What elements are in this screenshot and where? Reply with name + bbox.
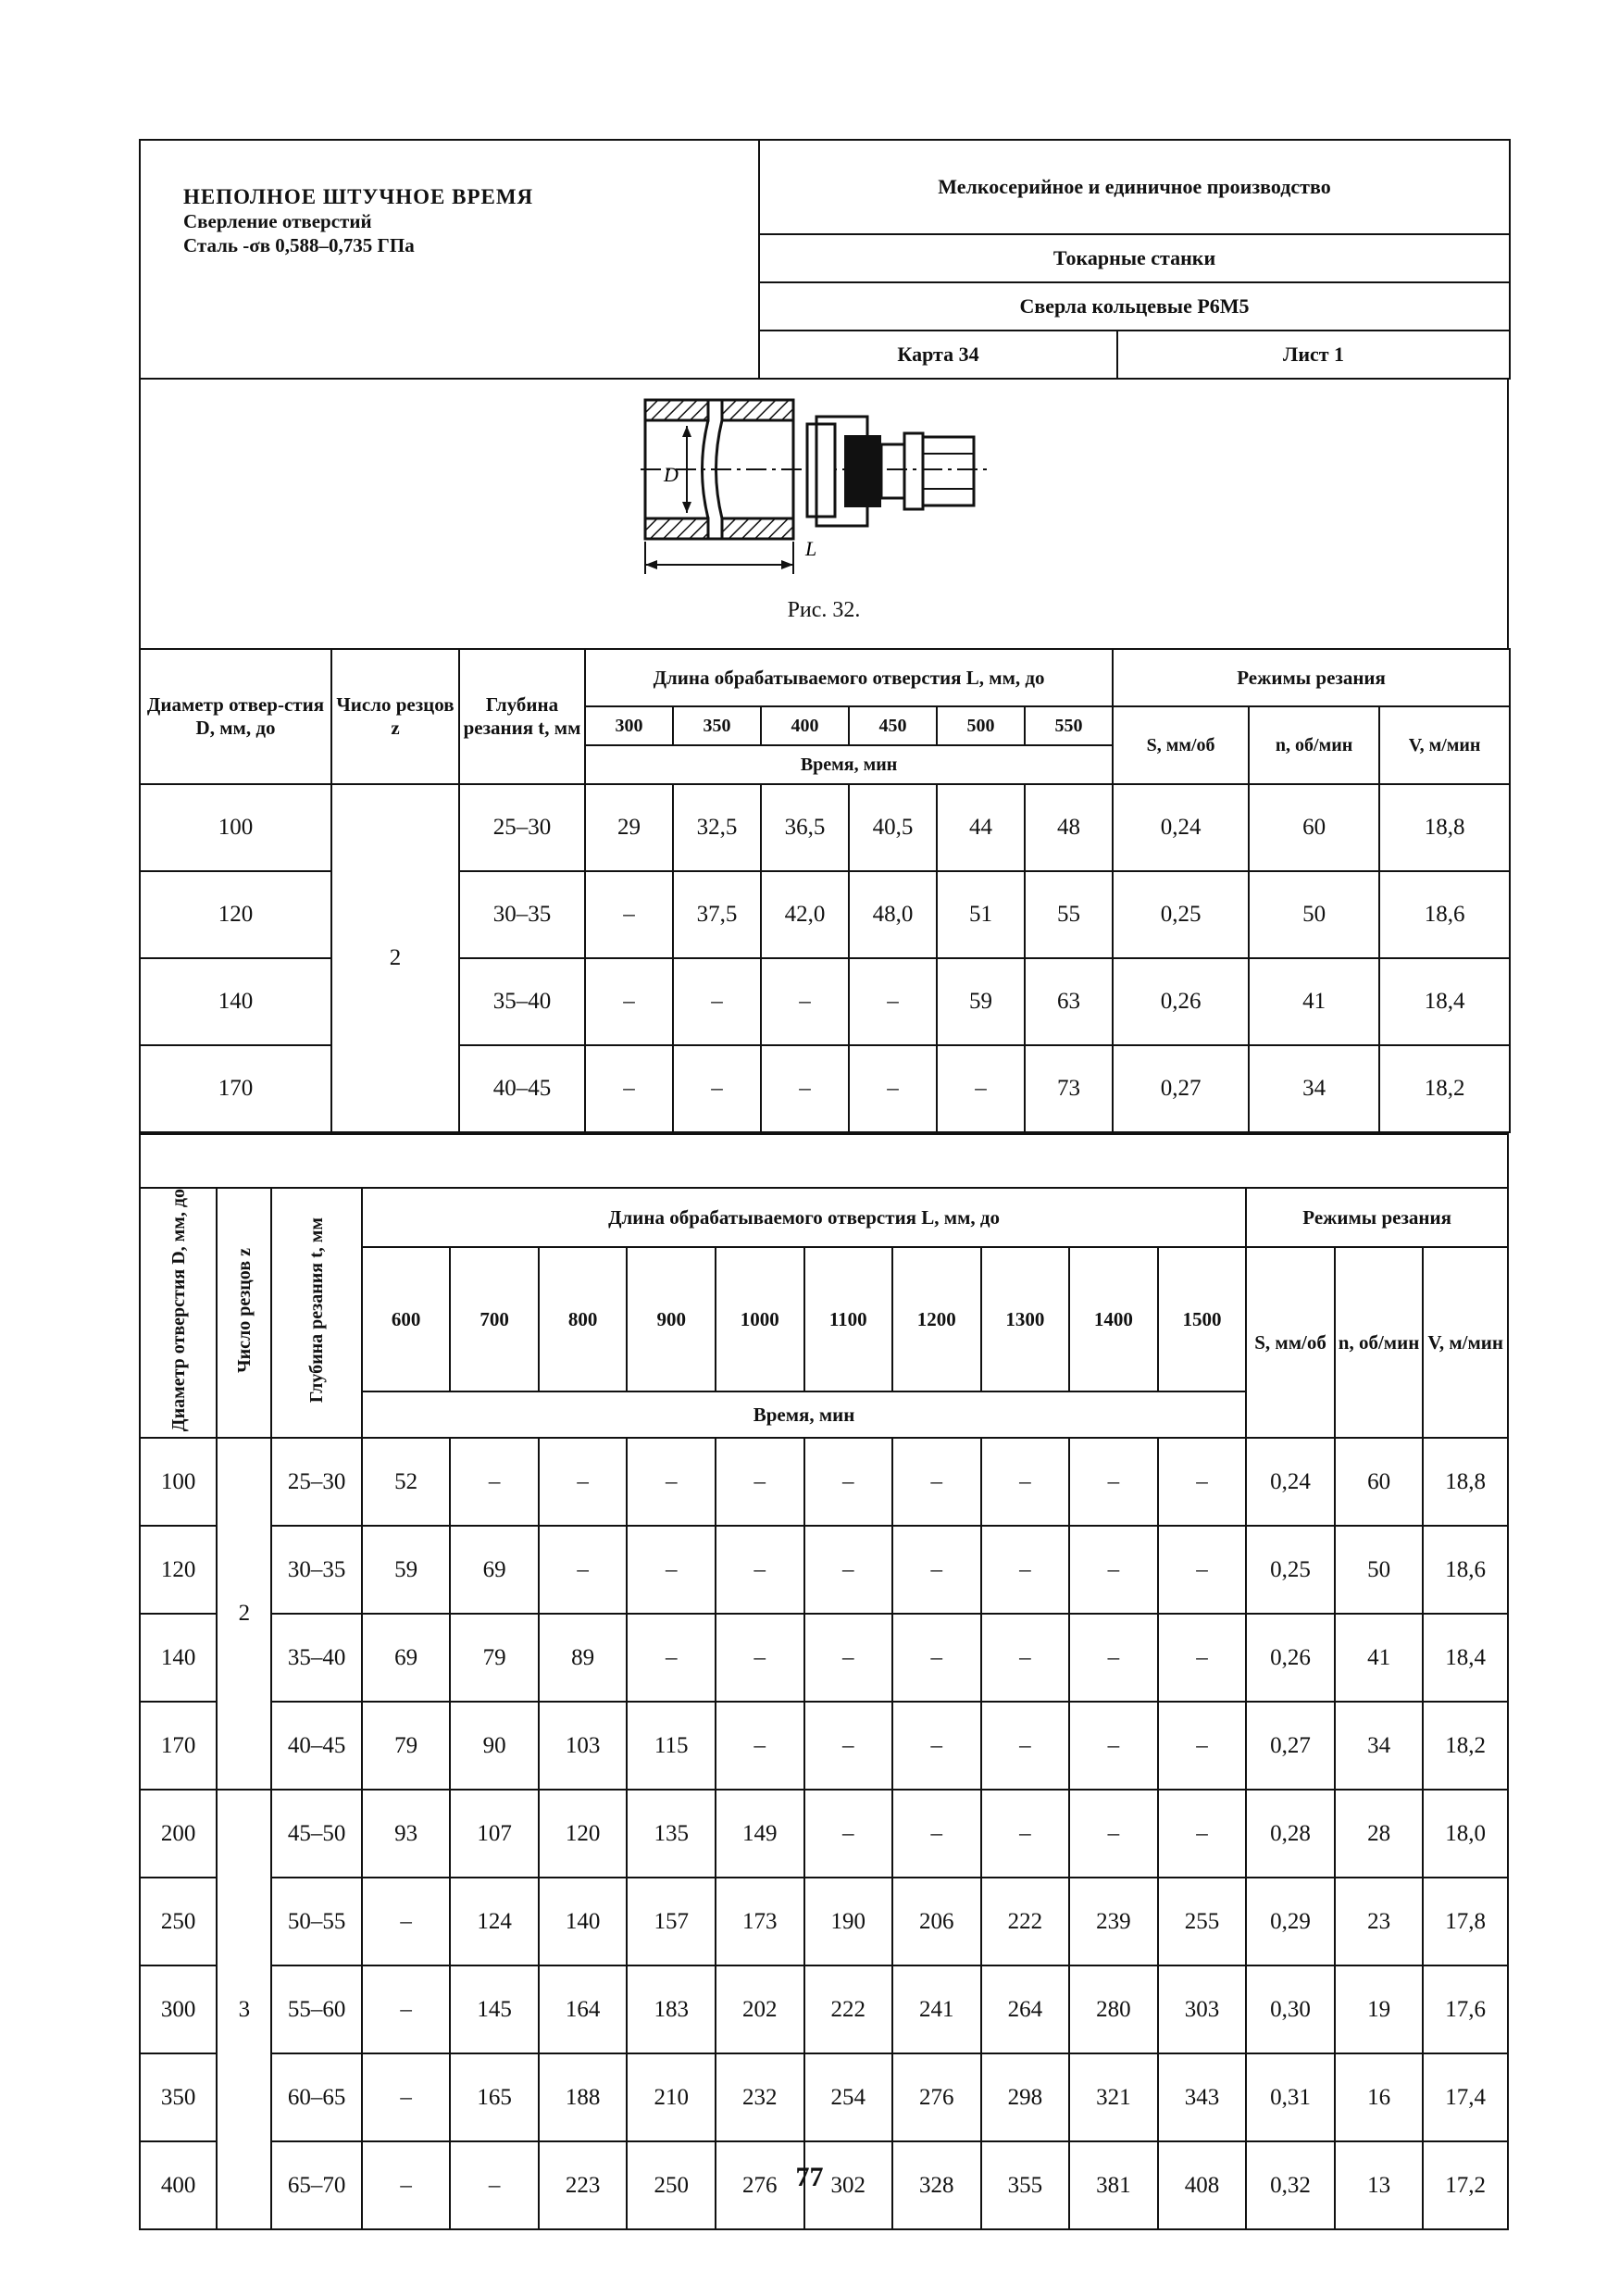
t2-cell-depth: 65–70 — [271, 2141, 362, 2229]
t2-header-diameter — [140, 1188, 217, 1438]
t1-cell-speed: 60 — [1249, 784, 1379, 871]
t2-cell-diameter: 120 — [140, 1526, 217, 1614]
t2-header-speed: n, об/мин — [1335, 1247, 1424, 1438]
t2-cell-time: – — [1069, 1438, 1158, 1526]
t2-header-feed: S, мм/об — [1246, 1247, 1335, 1438]
t1-cell-time: 29 — [585, 784, 673, 871]
t2-cell-diameter: 170 — [140, 1702, 217, 1790]
t2-length-col: 1000 — [716, 1247, 804, 1391]
t2-cell-time: – — [981, 1438, 1070, 1526]
t1-cell-depth: 30–35 — [459, 871, 585, 958]
t2-length-col: 800 — [539, 1247, 628, 1391]
t2-cell-feed: 0,31 — [1246, 2053, 1335, 2141]
card-number: Карта 34 — [759, 331, 1117, 379]
table-row — [140, 784, 1510, 871]
document-subtitle: Сверление отверстий — [183, 210, 372, 232]
t1-cell-velocity: 18,4 — [1379, 958, 1510, 1045]
t2-cell-cutters: 3 — [217, 1790, 271, 2229]
t2-cell-time: 381 — [1069, 2141, 1158, 2229]
t2-cell-speed: 13 — [1335, 2141, 1424, 2229]
t2-cell-time: – — [1069, 1526, 1158, 1614]
t1-header-length: Длина обрабатываемого отверстия L, мм, до — [585, 649, 1113, 706]
t2-cell-time: 280 — [1069, 1965, 1158, 2053]
t1-length-col: 550 — [1025, 706, 1113, 745]
t1-cell-velocity: 18,6 — [1379, 871, 1510, 958]
t2-cell-speed: 23 — [1335, 1878, 1424, 1965]
t2-cell-depth: 55–60 — [271, 1965, 362, 2053]
t2-cell-time: 115 — [627, 1702, 716, 1790]
t1-cell-time: 51 — [937, 871, 1025, 958]
t1-cell-diameter: 120 — [140, 871, 331, 958]
t2-header-depth-text: Глубина резания t, мм — [306, 1217, 328, 1404]
t2-length-col: 1500 — [1158, 1247, 1247, 1391]
t2-cell-time: – — [892, 1614, 981, 1702]
t2-cell-time: 173 — [716, 1878, 804, 1965]
t2-cell-time: 210 — [627, 2053, 716, 2141]
t2-header-depth — [271, 1188, 362, 1438]
t2-cell-time: – — [1069, 1614, 1158, 1702]
t1-cell-time: – — [849, 958, 937, 1045]
t2-cell-time: – — [981, 1790, 1070, 1878]
page-number: 77 — [795, 2162, 824, 2192]
table-row — [140, 1702, 1508, 1790]
t2-cell-speed: 19 — [1335, 1965, 1424, 2053]
t2-header-length: Длина обрабатываемого отверстия L, мм, до — [362, 1188, 1246, 1247]
t2-cell-time: – — [539, 1438, 628, 1526]
t1-cell-time: 48,0 — [849, 871, 937, 958]
t2-cell-time: 90 — [450, 1702, 539, 1790]
t2-length-col: 1200 — [892, 1247, 981, 1391]
t1-cell-time: 63 — [1025, 958, 1113, 1045]
t1-cell-feed: 0,24 — [1113, 784, 1249, 871]
t2-cell-time: 276 — [892, 2053, 981, 2141]
t2-cell-time: 79 — [362, 1702, 451, 1790]
t1-length-col: 400 — [761, 706, 849, 745]
t2-cell-time: 124 — [450, 1878, 539, 1965]
t1-header-depth: Глубина резания t, мм — [459, 649, 585, 784]
t2-cell-time: – — [716, 1438, 804, 1526]
t2-cell-time: 103 — [539, 1702, 628, 1790]
t2-cell-time: 69 — [450, 1526, 539, 1614]
t2-cell-time: 222 — [981, 1878, 1070, 1965]
t2-cell-velocity: 18,8 — [1423, 1438, 1508, 1526]
t2-cell-time: 355 — [981, 2141, 1070, 2229]
t2-header-cutters — [217, 1188, 271, 1438]
t2-cell-time: – — [981, 1526, 1070, 1614]
t1-header-diameter: Диаметр отвер-стия D, мм, до — [140, 649, 331, 784]
t2-cell-time: – — [804, 1526, 893, 1614]
t2-cell-time: 302 — [804, 2141, 893, 2229]
t2-cell-time: 165 — [450, 2053, 539, 2141]
t2-cell-time: – — [627, 1438, 716, 1526]
t2-cell-time: 303 — [1158, 1965, 1247, 2053]
t2-cell-time: 120 — [539, 1790, 628, 1878]
t1-cell-velocity: 18,8 — [1379, 784, 1510, 871]
machine-type: Токарные станки — [759, 234, 1510, 282]
t1-cell-feed: 0,25 — [1113, 871, 1249, 958]
t1-header-time: Время, мин — [585, 745, 1113, 784]
t2-cell-feed: 0,27 — [1246, 1702, 1335, 1790]
header-table — [139, 139, 1511, 380]
t2-cell-time: – — [1158, 1702, 1247, 1790]
t2-cell-velocity: 18,0 — [1423, 1790, 1508, 1878]
t1-length-col: 350 — [673, 706, 761, 745]
table-row — [140, 1878, 1508, 1965]
t2-cell-velocity: 18,6 — [1423, 1526, 1508, 1614]
t2-cell-feed: 0,26 — [1246, 1614, 1335, 1702]
t2-header-velocity: V, м/мин — [1423, 1247, 1508, 1438]
t1-header-cutters: Число резцов z — [331, 649, 459, 784]
t2-cell-time: 264 — [981, 1965, 1070, 2053]
t2-body — [140, 1438, 1508, 2229]
t1-cell-time: 40,5 — [849, 784, 937, 871]
t1-cell-time: – — [673, 1045, 761, 1132]
t2-cell-time: 69 — [362, 1614, 451, 1702]
t2-cell-speed: 60 — [1335, 1438, 1424, 1526]
t2-cell-speed: 50 — [1335, 1526, 1424, 1614]
t2-cell-time: 222 — [804, 1965, 893, 2053]
t2-cell-time: 241 — [892, 1965, 981, 2053]
t2-cell-time: – — [450, 1438, 539, 1526]
t1-cell-time: – — [585, 871, 673, 958]
t2-cell-diameter: 350 — [140, 2053, 217, 2141]
t2-cell-time: 145 — [450, 1965, 539, 2053]
t1-cell-diameter: 140 — [140, 958, 331, 1045]
t2-cell-time: 239 — [1069, 1878, 1158, 1965]
material-spec: Сталь -σв 0,588–0,735 ГПа — [183, 234, 415, 256]
t2-length-col: 1100 — [804, 1247, 893, 1391]
t2-cell-feed: 0,25 — [1246, 1526, 1335, 1614]
t1-cell-time: – — [937, 1045, 1025, 1132]
t2-cell-time: 255 — [1158, 1878, 1247, 1965]
t1-header-velocity: V, м/мин — [1379, 706, 1510, 784]
t2-cell-time: 140 — [539, 1878, 628, 1965]
t2-cell-depth: 45–50 — [271, 1790, 362, 1878]
t2-cell-depth: 40–45 — [271, 1702, 362, 1790]
t2-cell-speed: 34 — [1335, 1702, 1424, 1790]
t1-cell-time: – — [585, 1045, 673, 1132]
t2-cell-feed: 0,30 — [1246, 1965, 1335, 2053]
t2-cell-time: – — [892, 1702, 981, 1790]
t2-cell-diameter: 200 — [140, 1790, 217, 1878]
t2-cell-time: – — [450, 2141, 539, 2229]
t1-cell-time: 73 — [1025, 1045, 1113, 1132]
t2-cell-diameter: 100 — [140, 1438, 217, 1526]
t2-cell-velocity: 18,4 — [1423, 1614, 1508, 1702]
t2-cell-time: 190 — [804, 1878, 893, 1965]
t1-cell-time: 44 — [937, 784, 1025, 871]
t2-cell-time: – — [716, 1614, 804, 1702]
production-type: Мелкосерийное и единичное производство — [759, 140, 1510, 234]
t2-cell-time: 206 — [892, 1878, 981, 1965]
table-separator — [139, 1133, 1509, 1187]
t2-cell-diameter: 400 — [140, 2141, 217, 2229]
t2-cell-time: 59 — [362, 1526, 451, 1614]
t2-cell-time: 232 — [716, 2053, 804, 2141]
t1-cell-time: 32,5 — [673, 784, 761, 871]
t2-cell-time: 408 — [1158, 2141, 1247, 2229]
t2-cell-time: 164 — [539, 1965, 628, 2053]
t1-cell-diameter: 170 — [140, 1045, 331, 1132]
t2-header-cutters-text: Число резцов z — [233, 1247, 255, 1373]
t2-cell-time: – — [716, 1526, 804, 1614]
t1-cell-time: – — [761, 958, 849, 1045]
figure-caption: Рис. 32. — [787, 598, 861, 622]
t2-cell-diameter: 250 — [140, 1878, 217, 1965]
t2-cell-time: – — [362, 2053, 451, 2141]
t2-cell-time: – — [1158, 1438, 1247, 1526]
t2-cell-time: – — [362, 1965, 451, 2053]
t2-length-col: 1300 — [981, 1247, 1070, 1391]
t2-cell-time: – — [981, 1614, 1070, 1702]
t2-cell-time: 93 — [362, 1790, 451, 1878]
t2-cell-time: – — [362, 2141, 451, 2229]
t2-cell-depth: 30–35 — [271, 1526, 362, 1614]
document-title: НЕПОЛНОЕ ШТУЧНОЕ ВРЕМЯ — [183, 185, 534, 208]
label-d: D — [664, 463, 679, 486]
t2-cell-time: – — [892, 1438, 981, 1526]
t2-cell-time: – — [362, 1878, 451, 1965]
t2-cell-time: 157 — [627, 1878, 716, 1965]
time-table-2 — [139, 1187, 1509, 2230]
t2-cell-velocity: 17,6 — [1423, 1965, 1508, 2053]
t1-cell-time: 36,5 — [761, 784, 849, 871]
t2-cell-time: 343 — [1158, 2053, 1247, 2141]
figure-area — [139, 380, 1509, 648]
t2-cell-velocity: 17,4 — [1423, 2053, 1508, 2141]
table-row — [140, 1526, 1508, 1614]
t2-cell-time: – — [539, 1526, 628, 1614]
t1-cell-speed: 34 — [1249, 1045, 1379, 1132]
t2-cell-time: 188 — [539, 2053, 628, 2141]
t2-length-col: 600 — [362, 1247, 451, 1391]
t1-cell-time: – — [761, 1045, 849, 1132]
t2-cell-time: 223 — [539, 2141, 628, 2229]
document-sheet — [139, 139, 1509, 2230]
time-table-1 — [139, 648, 1511, 1133]
t1-cell-time: 37,5 — [673, 871, 761, 958]
t2-cell-time: – — [1158, 1614, 1247, 1702]
t2-header-diameter-text: Диаметр отверстия D, мм, до — [168, 1189, 189, 1432]
t2-cell-feed: 0,29 — [1246, 1878, 1335, 1965]
t2-cell-time: 202 — [716, 1965, 804, 2053]
t1-length-col: 450 — [849, 706, 937, 745]
table-row — [140, 1965, 1508, 2053]
t2-cell-depth: 35–40 — [271, 1614, 362, 1702]
t2-cell-diameter: 140 — [140, 1614, 217, 1702]
t2-cell-velocity: 17,8 — [1423, 1878, 1508, 1965]
t2-cell-time: – — [1069, 1790, 1158, 1878]
t1-cell-depth: 40–45 — [459, 1045, 585, 1132]
t1-cell-time: 55 — [1025, 871, 1113, 958]
title-block — [140, 140, 759, 379]
table-row — [140, 1438, 1508, 1526]
t1-cell-time: 48 — [1025, 784, 1113, 871]
t2-length-col: 700 — [450, 1247, 539, 1391]
t2-cell-time: – — [716, 1702, 804, 1790]
t2-cell-time: 250 — [627, 2141, 716, 2229]
t2-cell-cutters: 2 — [217, 1438, 271, 1790]
t2-cell-time: 107 — [450, 1790, 539, 1878]
t1-cell-velocity: 18,2 — [1379, 1045, 1510, 1132]
t1-cell-speed: 41 — [1249, 958, 1379, 1045]
label-l: L — [805, 537, 817, 560]
t2-length-col: 900 — [627, 1247, 716, 1391]
t2-header-time: Время, мин — [362, 1391, 1246, 1438]
t2-cell-feed: 0,32 — [1246, 2141, 1335, 2229]
t2-cell-time: 79 — [450, 1614, 539, 1702]
t1-length-col: 300 — [585, 706, 673, 745]
t2-cell-time: 298 — [981, 2053, 1070, 2141]
t2-cell-speed: 28 — [1335, 1790, 1424, 1878]
t2-cell-time: – — [804, 1790, 893, 1878]
t1-header-modes: Режимы резания — [1113, 649, 1510, 706]
t2-cell-time: – — [892, 1790, 981, 1878]
tool-type: Сверла кольцевые Р6М5 — [759, 282, 1510, 331]
table-row — [140, 1790, 1508, 1878]
t2-cell-time: 149 — [716, 1790, 804, 1878]
t2-cell-diameter: 300 — [140, 1965, 217, 2053]
t2-cell-time: – — [627, 1526, 716, 1614]
t2-cell-time: 254 — [804, 2053, 893, 2141]
t1-cell-depth: 25–30 — [459, 784, 585, 871]
t1-cell-time: – — [673, 958, 761, 1045]
t2-length-col: 1400 — [1069, 1247, 1158, 1391]
t1-cell-time: – — [585, 958, 673, 1045]
t2-cell-time: – — [804, 1702, 893, 1790]
t2-cell-time: 183 — [627, 1965, 716, 2053]
t2-cell-time: – — [804, 1614, 893, 1702]
t1-cell-time: 59 — [937, 958, 1025, 1045]
t2-cell-depth: 50–55 — [271, 1878, 362, 1965]
t2-cell-feed: 0,28 — [1246, 1790, 1335, 1878]
t2-cell-speed: 16 — [1335, 2053, 1424, 2141]
t2-header-modes: Режимы резания — [1246, 1188, 1508, 1247]
t2-cell-depth: 60–65 — [271, 2053, 362, 2141]
t2-cell-time: – — [1158, 1790, 1247, 1878]
t2-cell-time: – — [1158, 1526, 1247, 1614]
t2-cell-time: – — [892, 1526, 981, 1614]
t1-cell-time: 42,0 — [761, 871, 849, 958]
t1-cell-feed: 0,26 — [1113, 958, 1249, 1045]
t2-cell-time: 276 — [716, 2141, 804, 2229]
t2-cell-time: – — [981, 1702, 1070, 1790]
t1-length-col: 500 — [937, 706, 1025, 745]
t1-header-feed: S, мм/об — [1113, 706, 1249, 784]
sheet-number: Лист 1 — [1117, 331, 1510, 379]
t2-cell-time: 89 — [539, 1614, 628, 1702]
t2-cell-time: – — [627, 1614, 716, 1702]
t2-cell-velocity: 17,2 — [1423, 2141, 1508, 2229]
t2-cell-velocity: 18,2 — [1423, 1702, 1508, 1790]
t2-cell-time: 52 — [362, 1438, 451, 1526]
t2-cell-time: 135 — [627, 1790, 716, 1878]
t2-cell-time: – — [1069, 1702, 1158, 1790]
t2-cell-time: 321 — [1069, 2053, 1158, 2141]
t1-cell-cutters: 2 — [331, 784, 459, 1132]
t1-cell-diameter: 100 — [140, 784, 331, 871]
t1-cell-time: – — [849, 1045, 937, 1132]
t2-cell-depth: 25–30 — [271, 1438, 362, 1526]
t2-cell-speed: 41 — [1335, 1614, 1424, 1702]
t2-cell-feed: 0,24 — [1246, 1438, 1335, 1526]
table-row — [140, 1614, 1508, 1702]
t1-cell-feed: 0,27 — [1113, 1045, 1249, 1132]
t2-cell-time: – — [804, 1438, 893, 1526]
t2-cell-time: 328 — [892, 2141, 981, 2229]
t1-cell-speed: 50 — [1249, 871, 1379, 958]
t1-header-speed: n, об/мин — [1249, 706, 1379, 784]
table-row — [140, 2053, 1508, 2141]
t1-cell-depth: 35–40 — [459, 958, 585, 1045]
